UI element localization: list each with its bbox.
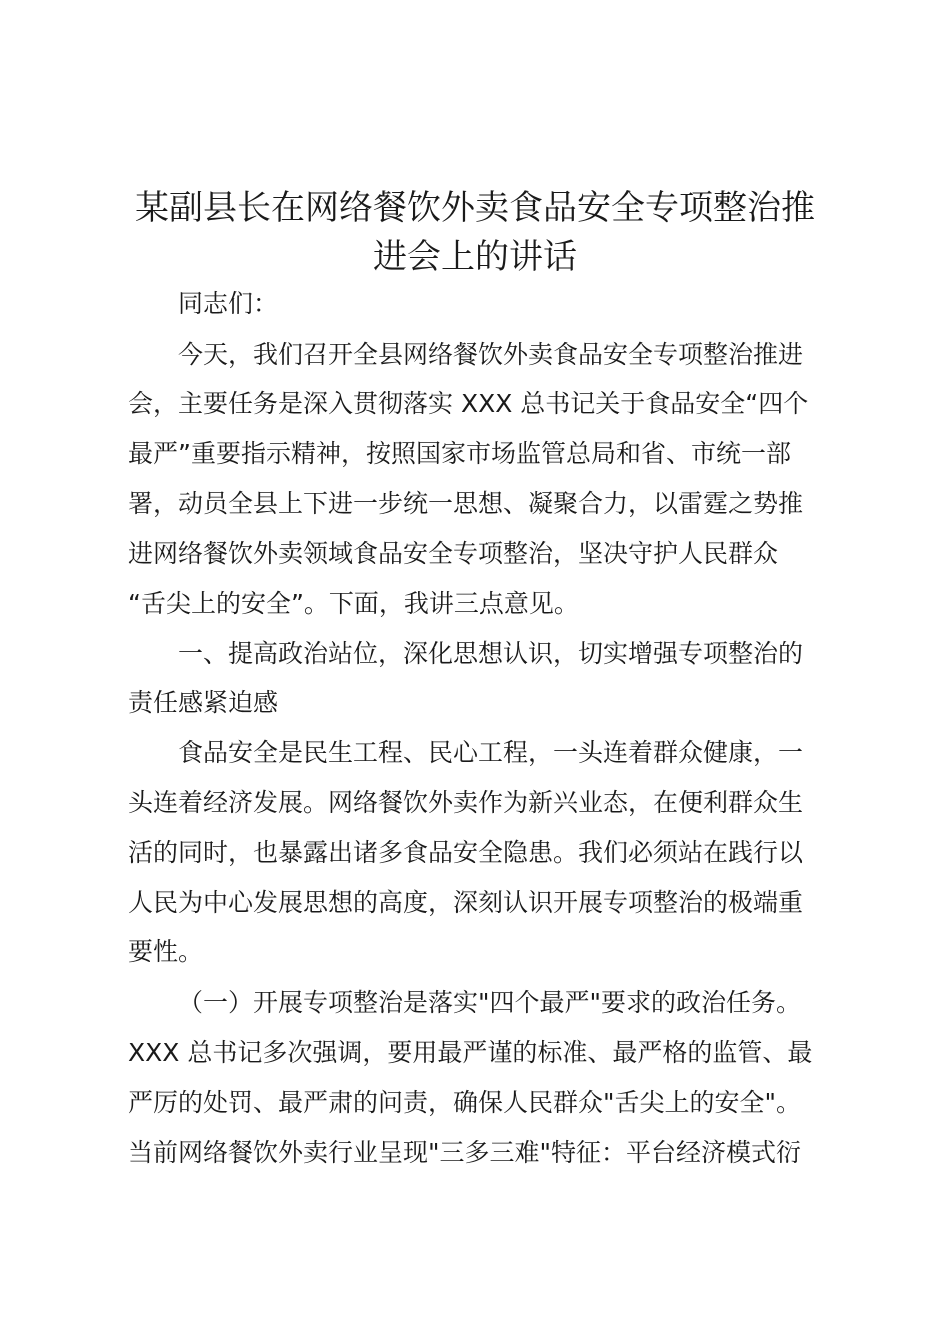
document-title-line-1: 某副县长在网络餐饮外卖食品安全专项整治推	[135, 188, 815, 228]
paragraph-line: 今天，我们召开全县网络餐饮外卖食品安全专项整治推进	[178, 340, 804, 369]
paragraph-line: 人民为中心发展思想的高度，深刻认识开展专项整治的极端重	[128, 888, 804, 917]
paragraph-line: XXX 总书记多次强调，要用最严谨的标准、最严格的监管、最	[128, 1038, 813, 1067]
paragraph-line: 最严”重要指示精神，按照国家市场监管总局和省、市统一部	[128, 439, 791, 468]
paragraph-line: 食品安全是民生工程、民心工程，一头连着群众健康，一	[178, 738, 804, 767]
paragraph-line: 头连着经济发展。网络餐饮外卖作为新兴业态，在便利群众生	[128, 788, 804, 817]
paragraph-line: 活的同时，也暴露出诸多食品安全隐患。我们必须站在践行以	[128, 838, 804, 867]
paragraph-line: “舌尖上的安全”。下面，我讲三点意见。	[128, 589, 579, 618]
paragraph-line: 会，主要任务是深入贯彻落实 XXX 总书记关于食品安全“四个	[128, 389, 809, 418]
salutation: 同志们：	[178, 289, 279, 318]
paragraph-line: 署，动员全县上下进一步统一思想、凝聚合力，以雷霆之势推	[128, 489, 804, 518]
paragraph-line: 要性。	[128, 937, 204, 966]
paragraph-line: 当前网络餐饮外卖行业呈现"三多三难"特征：平台经济模式衍	[128, 1138, 802, 1167]
paragraph-line: 严厉的处罚、最严肃的问责，确保人民群众"舌尖上的安全"。	[128, 1088, 802, 1117]
section-heading-line: 责任感紧迫感	[128, 688, 279, 717]
subsection-line: （一）开展专项整治是落实"四个最严"要求的政治任务。	[178, 988, 802, 1017]
document-title-line-2: 进会上的讲话	[373, 237, 577, 277]
paragraph-line: 进网络餐饮外卖领域食品安全专项整治，坚决守护人民群众	[128, 539, 779, 568]
section-heading-line: 一、提高政治站位，深化思想认识，切实增强专项整治的	[178, 639, 804, 668]
